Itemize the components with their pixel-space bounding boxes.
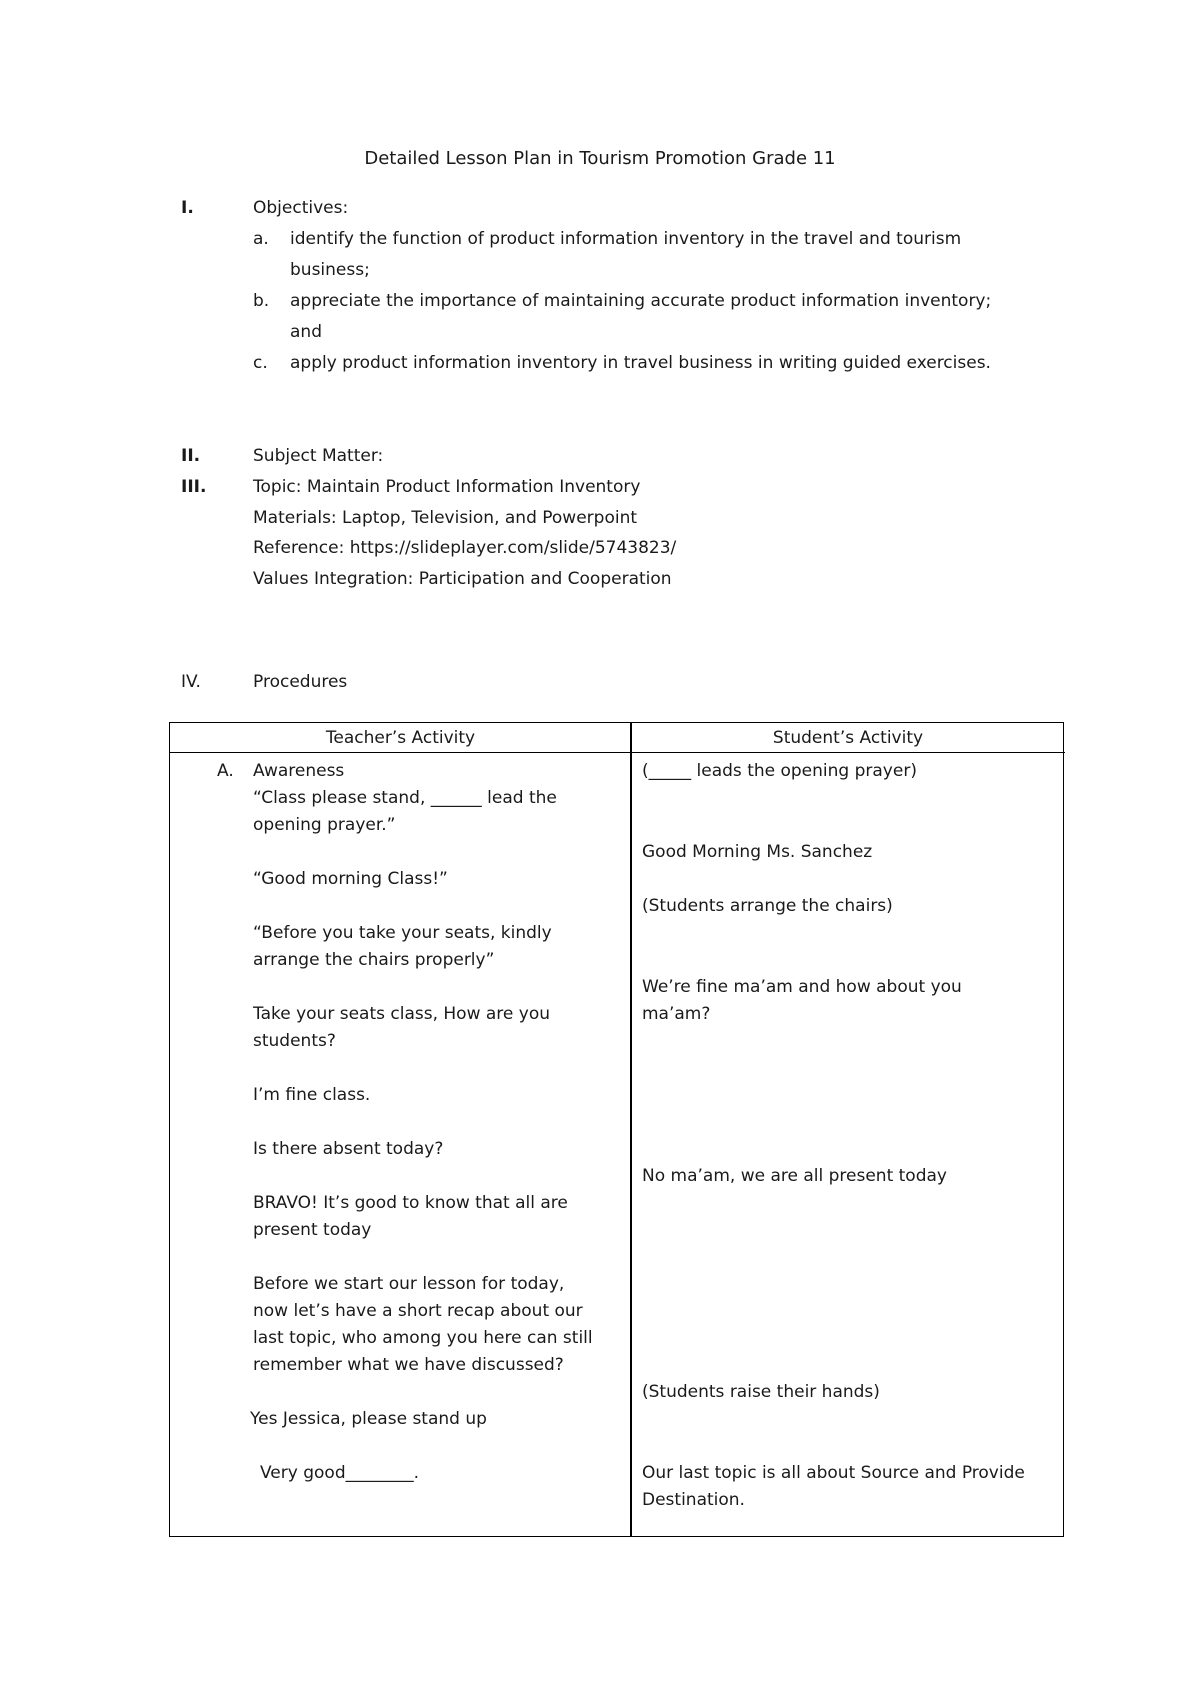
- objective-a-line2: business;: [290, 260, 370, 280]
- reference-text: Reference: https://slideplayer.com/slide/5743823/: [253, 538, 677, 558]
- student-line: (Students arrange the chairs): [642, 896, 893, 916]
- materials-text: Materials: Laptop, Television, and Powerpoint: [253, 508, 638, 528]
- procedures-heading: Procedures: [253, 672, 348, 692]
- header-teacher-activity: Teacher’s Activity: [170, 723, 631, 753]
- student-line: ma’am?: [642, 1004, 711, 1024]
- table-column-divider: [630, 723, 632, 1536]
- objective-b-letter: b.: [253, 291, 270, 311]
- subject-matter-numeral: II.: [181, 446, 201, 466]
- student-line: (Students raise their hands): [642, 1382, 880, 1402]
- teacher-line: last topic, who among you here can still: [253, 1328, 593, 1348]
- objective-a-line1: identify the function of product information inventory in the travel and tourism: [290, 229, 962, 249]
- teacher-line: Yes Jessica, please stand up: [250, 1409, 487, 1429]
- header-student-activity: Student’s Activity: [631, 723, 1065, 753]
- teacher-line: Very good________.: [260, 1463, 420, 1483]
- teacher-line: Take your seats class, How are you: [253, 1004, 551, 1024]
- teacher-line: I’m fine class.: [253, 1085, 371, 1105]
- teacher-line: present today: [253, 1220, 372, 1240]
- teacher-line: Is there absent today?: [253, 1139, 444, 1159]
- student-line: Destination.: [642, 1490, 745, 1510]
- teacher-line: Awareness: [253, 761, 345, 781]
- student-line: No ma’am, we are all present today: [642, 1166, 947, 1186]
- objective-a-letter: a.: [253, 229, 269, 249]
- teacher-line: students?: [253, 1031, 336, 1051]
- teacher-line: “Before you take your seats, kindly: [253, 923, 552, 943]
- student-line: Good Morning Ms. Sanchez: [642, 842, 873, 862]
- objective-b-line2: and: [290, 322, 322, 342]
- topic-numeral: III.: [181, 477, 207, 497]
- objectives-numeral: I.: [181, 198, 194, 218]
- objective-c-letter: c.: [253, 353, 268, 373]
- procedures-numeral: IV.: [181, 672, 201, 692]
- teacher-line: “Good morning Class!”: [253, 869, 448, 889]
- student-line: We’re fine ma’am and how about you: [642, 977, 962, 997]
- values-integration-text: Values Integration: Participation and Cooperation: [253, 569, 672, 589]
- student-line: Our last topic is all about Source and Provide: [642, 1463, 1025, 1483]
- objective-c-line1: apply product information inventory in travel business in writing guided exercises.: [290, 353, 991, 373]
- teacher-line: now let’s have a short recap about our: [253, 1301, 583, 1321]
- teacher-line: Before we start our lesson for today,: [253, 1274, 565, 1294]
- procedures-table: [169, 722, 1064, 1537]
- teacher-line: arrange the chairs properly”: [253, 950, 495, 970]
- teacher-line: remember what we have discussed?: [253, 1355, 564, 1375]
- topic-text: Topic: Maintain Product Information Inventory: [253, 477, 641, 497]
- objective-b-line1: appreciate the importance of maintaining accurate product information inventory;: [290, 291, 992, 311]
- teacher-line: opening prayer.”: [253, 815, 396, 835]
- teacher-line: BRAVO! It’s good to know that all are: [253, 1193, 568, 1213]
- objectives-heading: Objectives:: [253, 198, 349, 218]
- section-a-letter: A.: [217, 761, 234, 781]
- teacher-line: “Class please stand, ______ lead the: [253, 788, 557, 808]
- page-title: Detailed Lesson Plan in Tourism Promotion Grade 11: [364, 148, 836, 169]
- student-line: (_____ leads the opening prayer): [642, 761, 917, 781]
- subject-matter-heading: Subject Matter:: [253, 446, 384, 466]
